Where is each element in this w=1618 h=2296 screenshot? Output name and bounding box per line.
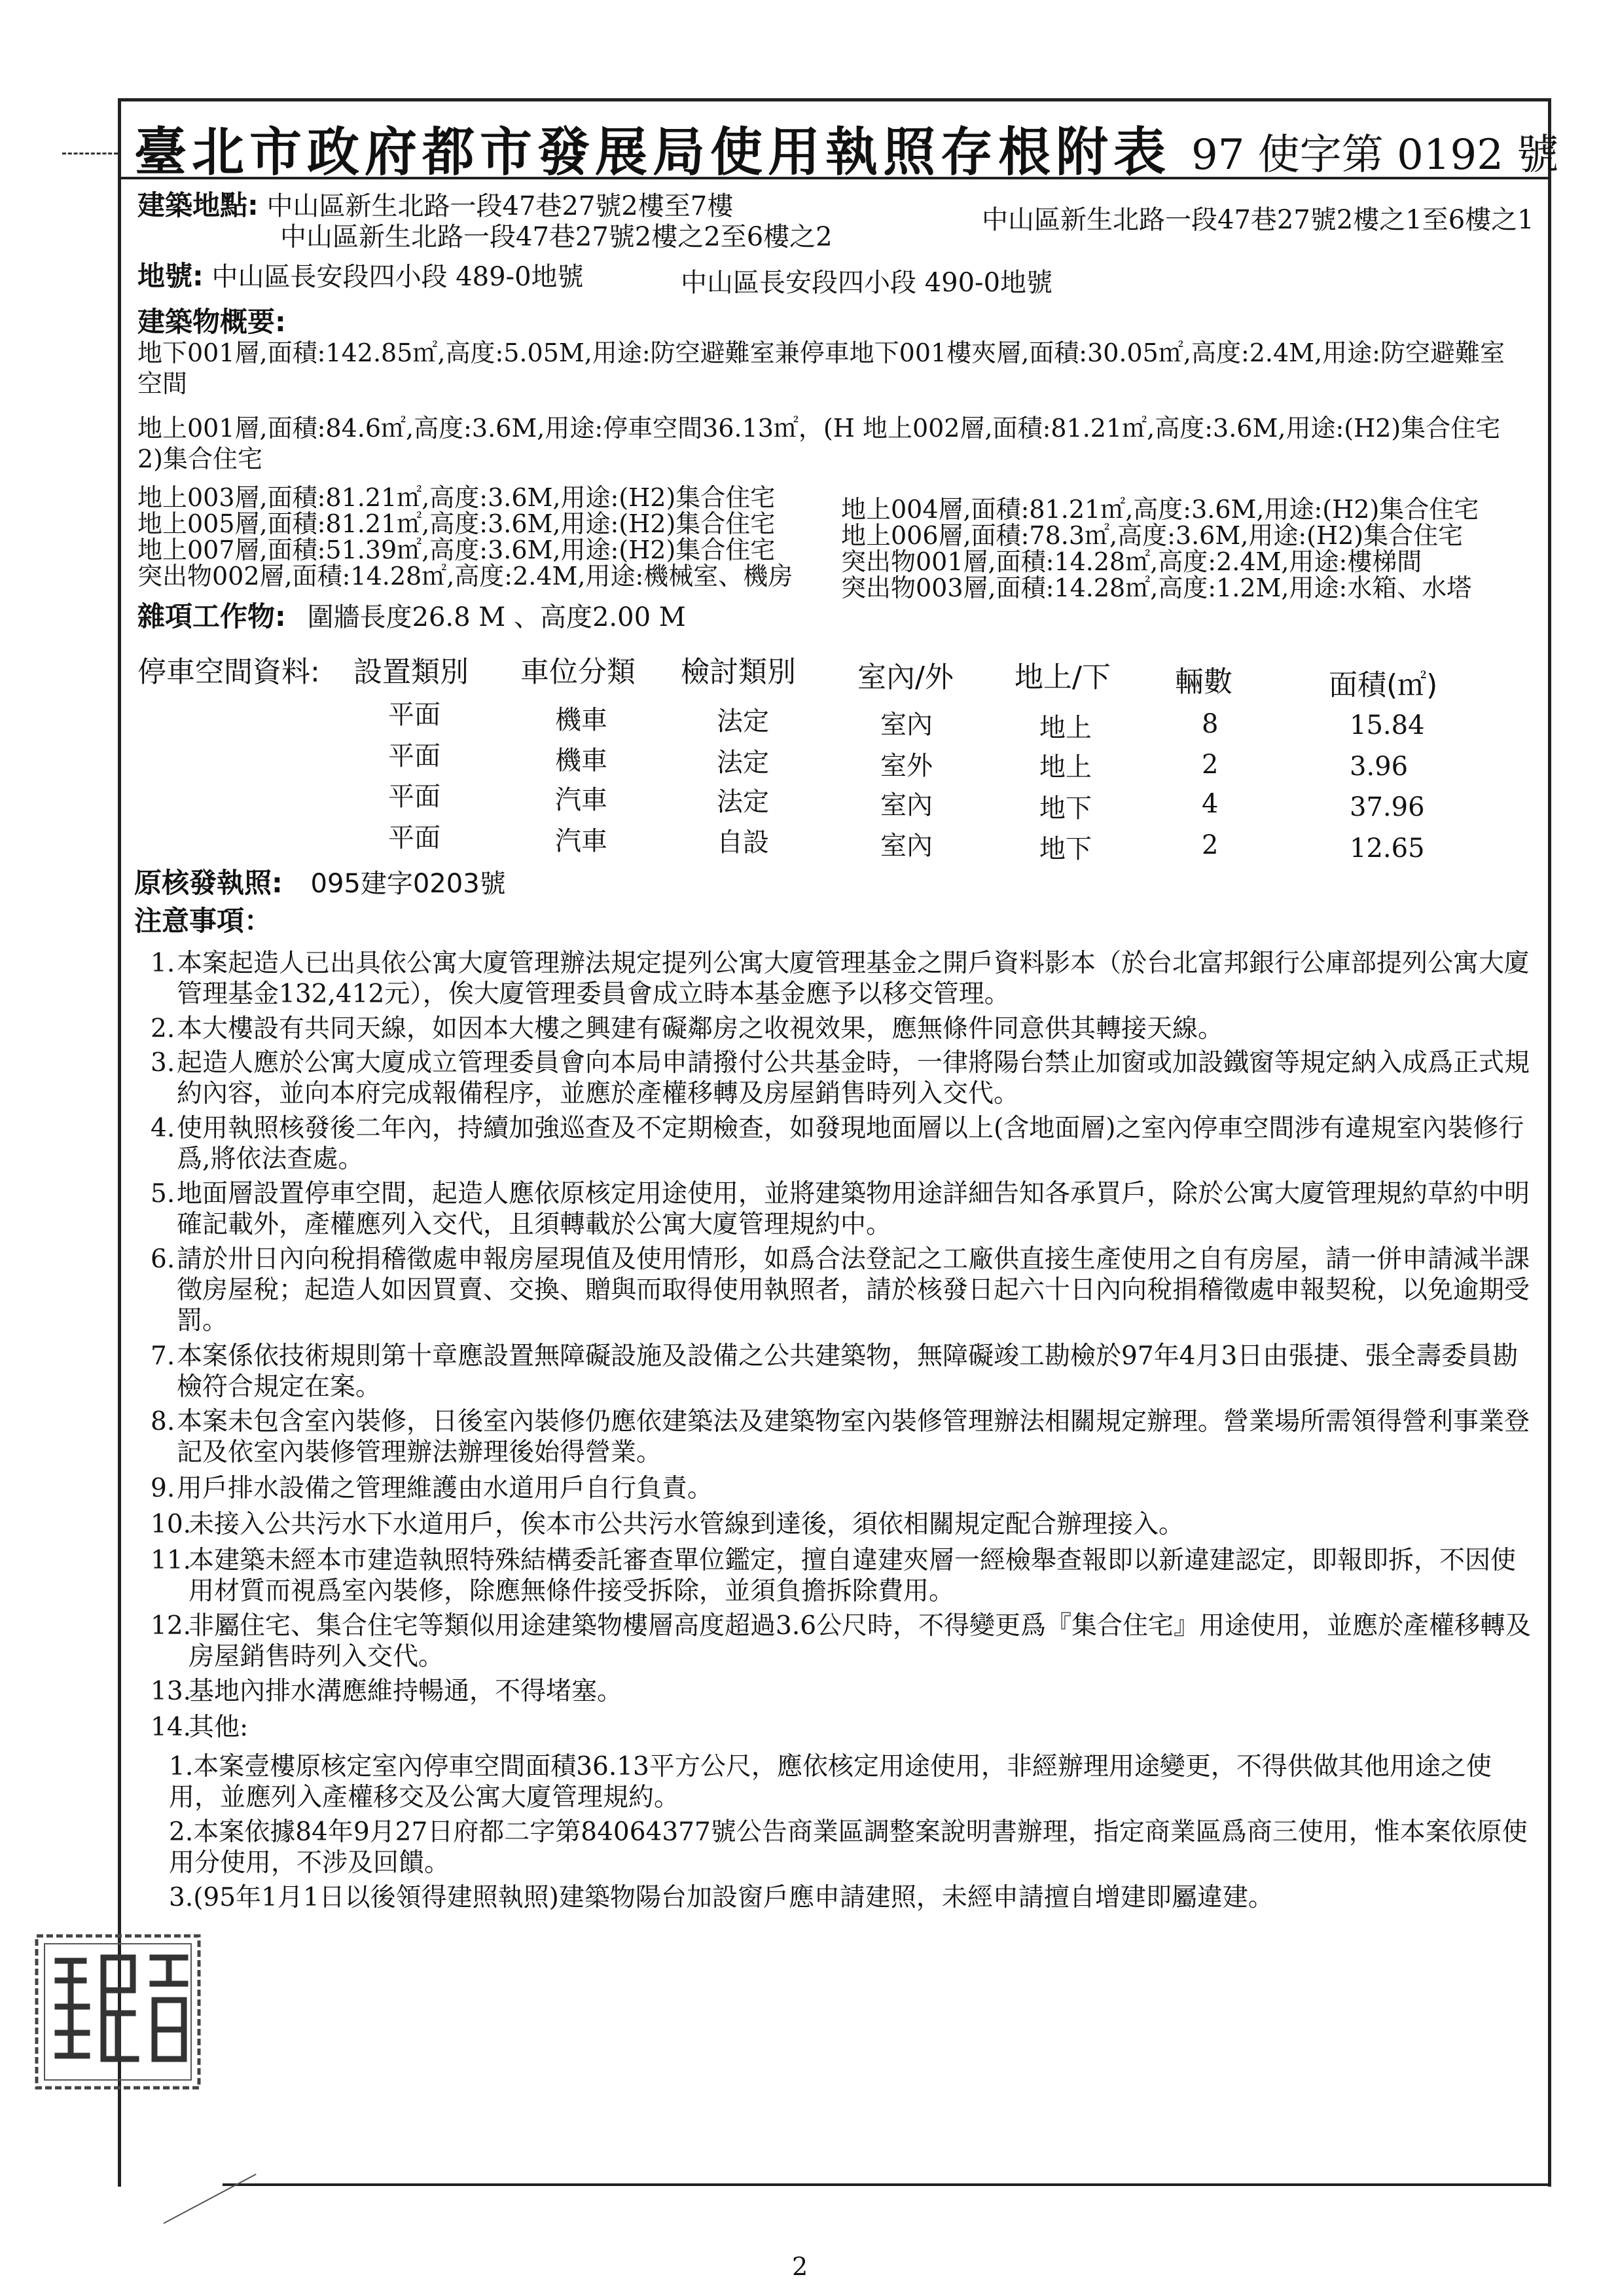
original-permit-label: 原核發執照: <box>134 867 283 899</box>
original-permit-value: 095建字0203號 <box>310 869 506 899</box>
note-11: 11. 本建築未經本市建造執照特殊結構委託審查單位鑑定，擅自違建夾層一經檢舉查報即以新違建認定，即報即拆，不因使用材質而視爲室內裝修，除應無條件接受拆除，並須負擔拆除費用。 <box>151 1546 1517 1606</box>
parking-header-area: 面積(㎡) <box>1329 668 1438 702</box>
overview-b1-line-1: 地下001層,面積:142.85㎡,高度:5.05M,用途:防空避難室兼停車地下001樓夾層,面積:30.05㎡,高度:2.4M,用途:防空避難室 <box>137 338 1505 367</box>
address-line-1: 中山區新生北路一段47巷27號2樓至7樓 <box>266 191 734 221</box>
note-5: 5. 地面層設置停車空間，起造人應依原核定用途使用，並將建築物用途詳細告知各承買戶，除於公寓大廈管理規約草約中明確記載外，產權應列入交代，且須轉載於公寓大廈管理規約中。 <box>151 1179 1530 1239</box>
parking-header-level: 地上/下 <box>1015 661 1111 694</box>
table-cell: 地上 <box>1039 752 1092 782</box>
overview-r2: 突出物002層,面積:14.28㎡,高度:2.4M,用途:機械室、機房 <box>137 562 793 591</box>
table-cell: 機車 <box>555 746 607 776</box>
note-13: 13. 基地內排水溝應維持暢通，不得堵塞。 <box>151 1677 623 1706</box>
notes-label: 注意事項： <box>134 905 272 937</box>
frame-right-border <box>1548 98 1551 2187</box>
original-permit-section <box>134 867 506 900</box>
note-14-sub-1: 1.本案壹樓原核定室內停車空間面積36.13平方公尺，應依核定用途使用，非經辦理用途變更，不得供做其他用途之使用，並應列入產權移交及公寓大廈管理規約。 <box>169 1752 1492 1812</box>
official-seal-stamp <box>31 1928 205 2095</box>
table-cell: 自設 <box>717 828 769 858</box>
table-cell: 3.96 <box>1350 752 1409 782</box>
table-cell: 室內 <box>880 790 933 820</box>
note-3: 3. 起造人應於公寓大廈成立管理委員會向本局申請撥付公共基金時，一律將陽台禁止加窗或加設鐵窗等規定納入成爲正式規約內容，並向本府完成報備程序，並應於產權移轉及房屋銷售時列入交代。 <box>151 1048 1530 1108</box>
address-label: 建築地點: <box>137 189 259 221</box>
overview-r3: 突出物003層,面積:14.28㎡,高度:1.2M,用途:水箱、水塔 <box>841 574 1472 602</box>
table-cell: 2 <box>1202 830 1219 860</box>
note-6: 6. 請於卅日內向稅捐稽徵處申報房屋現值及使用情形，如爲合法登記之工廠供直接生產使用之自有房屋，請一併申請減半課徵房屋稅；起造人如因買賣、交換、贈與而取得使用執照者，請於核發日起六十日內向稅捐稽徵處申報契稅，以免逾期受罰。 <box>151 1245 1530 1336</box>
overview-f4: 地上004層,面積:81.21㎡,高度:3.6M,用途:(H2)集合住宅 <box>841 495 1479 524</box>
table-cell: 汽車 <box>555 826 607 856</box>
table-cell: 平面 <box>388 700 440 730</box>
note-2: 2. 本大樓設有共同天線，如因本大樓之興建有礙鄰房之收視效果，應無條件同意供其轉接天線。 <box>151 1014 1224 1044</box>
table-cell: 室內 <box>880 831 933 861</box>
overview-label: 建築物概要: <box>137 306 286 338</box>
table-cell: 法定 <box>717 706 769 737</box>
margin-dash <box>62 153 118 155</box>
overview-f3: 地上003層,面積:81.21㎡,高度:3.6M,用途:(H2)集合住宅 <box>137 483 776 512</box>
table-cell: 汽車 <box>555 785 607 815</box>
note-1: 1. 本案起造人已出具依公寓大廈管理辦法規定提列公寓大廈管理基金之開戶資料影本（於台北富邦銀行公庫部提列公寓大廈管理基金132,412元），俟大廈管理委員會成立時本基金應予以移交管理。 <box>151 949 1530 1009</box>
lot-section <box>137 261 584 293</box>
table-cell: 地下 <box>1039 793 1092 824</box>
overview-f7: 地上007層,面積:51.39㎡,高度:3.6M,用途:(H2)集合住宅 <box>137 536 776 564</box>
note-7: 7. 本案係依技術規則第十章應設置無障礙設施及設備之公共建築物，無障礙竣工勘檢於97年4月3日由張捷、張全壽委員勘檢符合規定在案。 <box>151 1341 1519 1402</box>
misc-section <box>137 601 686 633</box>
table-cell: 4 <box>1202 789 1219 819</box>
lot-value-1: 中山區長安段四小段 489-0地號 <box>211 262 584 292</box>
table-cell: 2 <box>1202 750 1219 780</box>
note-4: 4. 使用執照核發後二年內，持續加強巡查及不定期檢查，如發現地面層以上(含地面層)之室內停車空間涉有違規室內裝修行爲,將依法查處。 <box>151 1114 1524 1174</box>
address-line-3: 中山區新生北路一段47巷27號2樓之1至6樓之1 <box>982 205 1534 235</box>
corner-stroke <box>164 2174 257 2224</box>
table-cell: 法定 <box>717 787 769 817</box>
table-cell: 平面 <box>388 823 440 853</box>
note-14-sub-2: 2.本案依據84年9月27日府都二字第84064377號公告商業區調整案說明書辦理，指定商業區爲商三使用，惟本案依原使用分使用，不涉及回饋。 <box>169 1817 1528 1878</box>
overview-f5: 地上005層,面積:81.21㎡,高度:3.6M,用途:(H2)集合住宅 <box>137 509 776 538</box>
table-cell: 地上 <box>1039 713 1092 743</box>
overview-r1: 突出物001層,面積:14.28㎡,高度:2.4M,用途:樓梯間 <box>841 547 1422 576</box>
note-8: 8. 本案未包含室內裝修，日後室內裝修仍應依建築法及建築物室內裝修管理辦法相關規定辦理。營業場所需領得營利事業登記及依室內裝修管理辦法辦理後始得營業。 <box>151 1407 1530 1467</box>
misc-value: 圍牆長度26.8 M 、高度2.00 M <box>307 602 686 632</box>
misc-label: 雜項工作物: <box>137 600 286 632</box>
table-cell: 機車 <box>555 705 607 735</box>
table-cell: 室外 <box>880 751 933 781</box>
overview-f1-line-1: 地上001層,面積:84.6㎡,高度:3.6M,用途:停車空間36.13㎡，(H 地上002層,面積:81.21㎡,高度:3.6M,用途:(H2)集合住宅 <box>137 414 1501 443</box>
parking-header-class: 車位分類 <box>520 655 636 689</box>
page-number: 2 <box>792 2252 808 2281</box>
table-cell: 12.65 <box>1350 833 1425 864</box>
table-cell: 8 <box>1202 709 1219 739</box>
parking-header-inout: 室內/外 <box>857 661 954 694</box>
document-number: 97 使字第 0192 號 <box>1191 131 1559 179</box>
table-cell: 平面 <box>388 741 440 771</box>
document-title: 臺北市政府都市發展局使用執照存根附表 <box>134 121 1171 183</box>
note-14: 14. 其他: <box>151 1713 249 1742</box>
table-cell: 37.96 <box>1350 792 1425 822</box>
table-cell: 15.84 <box>1350 710 1425 740</box>
table-cell: 地下 <box>1039 834 1092 864</box>
address-line-2: 中山區新生北路一段47巷27號2樓之2至6樓之2 <box>280 222 833 252</box>
parking-label: 停車空間資料: <box>137 655 320 689</box>
parking-header-type: 設置類別 <box>353 655 469 689</box>
note-10: 10. 未接入公共污水下水道用戶，俟本市公共污水管線到達後，須依相關規定配合辦理接入。 <box>151 1510 1185 1539</box>
frame-top-border <box>118 98 1551 101</box>
overview-f6: 地上006層,面積:78.3㎡,高度:3.6M,用途:(H2)集合住宅 <box>841 521 1464 550</box>
frame-left-border <box>118 98 121 2187</box>
overview-b1-line-2: 空間 <box>137 369 188 398</box>
frame-bottom-border <box>223 2183 1551 2186</box>
lot-value-2: 中山區長安段四小段 490-0地號 <box>681 268 1053 298</box>
parking-header-review: 檢討類別 <box>681 655 796 689</box>
lot-label: 地號: <box>137 260 204 292</box>
note-14-sub-3: 3.(95年1月1日以後領得建照執照)建築物陽台加設窗戶應申請建照，未經申請擅自增建即屬違建。 <box>169 1883 1274 1912</box>
overview-f1-line-2: 2)集合住宅 <box>137 445 263 473</box>
table-cell: 法定 <box>717 748 769 778</box>
parking-header-count: 輛數 <box>1175 665 1232 699</box>
table-cell: 室內 <box>880 710 933 740</box>
address-section <box>137 190 733 222</box>
note-9: 9. 用戶排水設備之管理維護由水道用戶自行負責。 <box>151 1474 713 1503</box>
table-cell: 平面 <box>388 782 440 812</box>
note-12: 12. 非屬住宅、集合住宅等類似用途建築物樓層高度超過3.6公尺時，不得變更爲『集合住宅』用途使用，並應於產權移轉及房屋銷售時列入交代。 <box>151 1611 1532 1671</box>
